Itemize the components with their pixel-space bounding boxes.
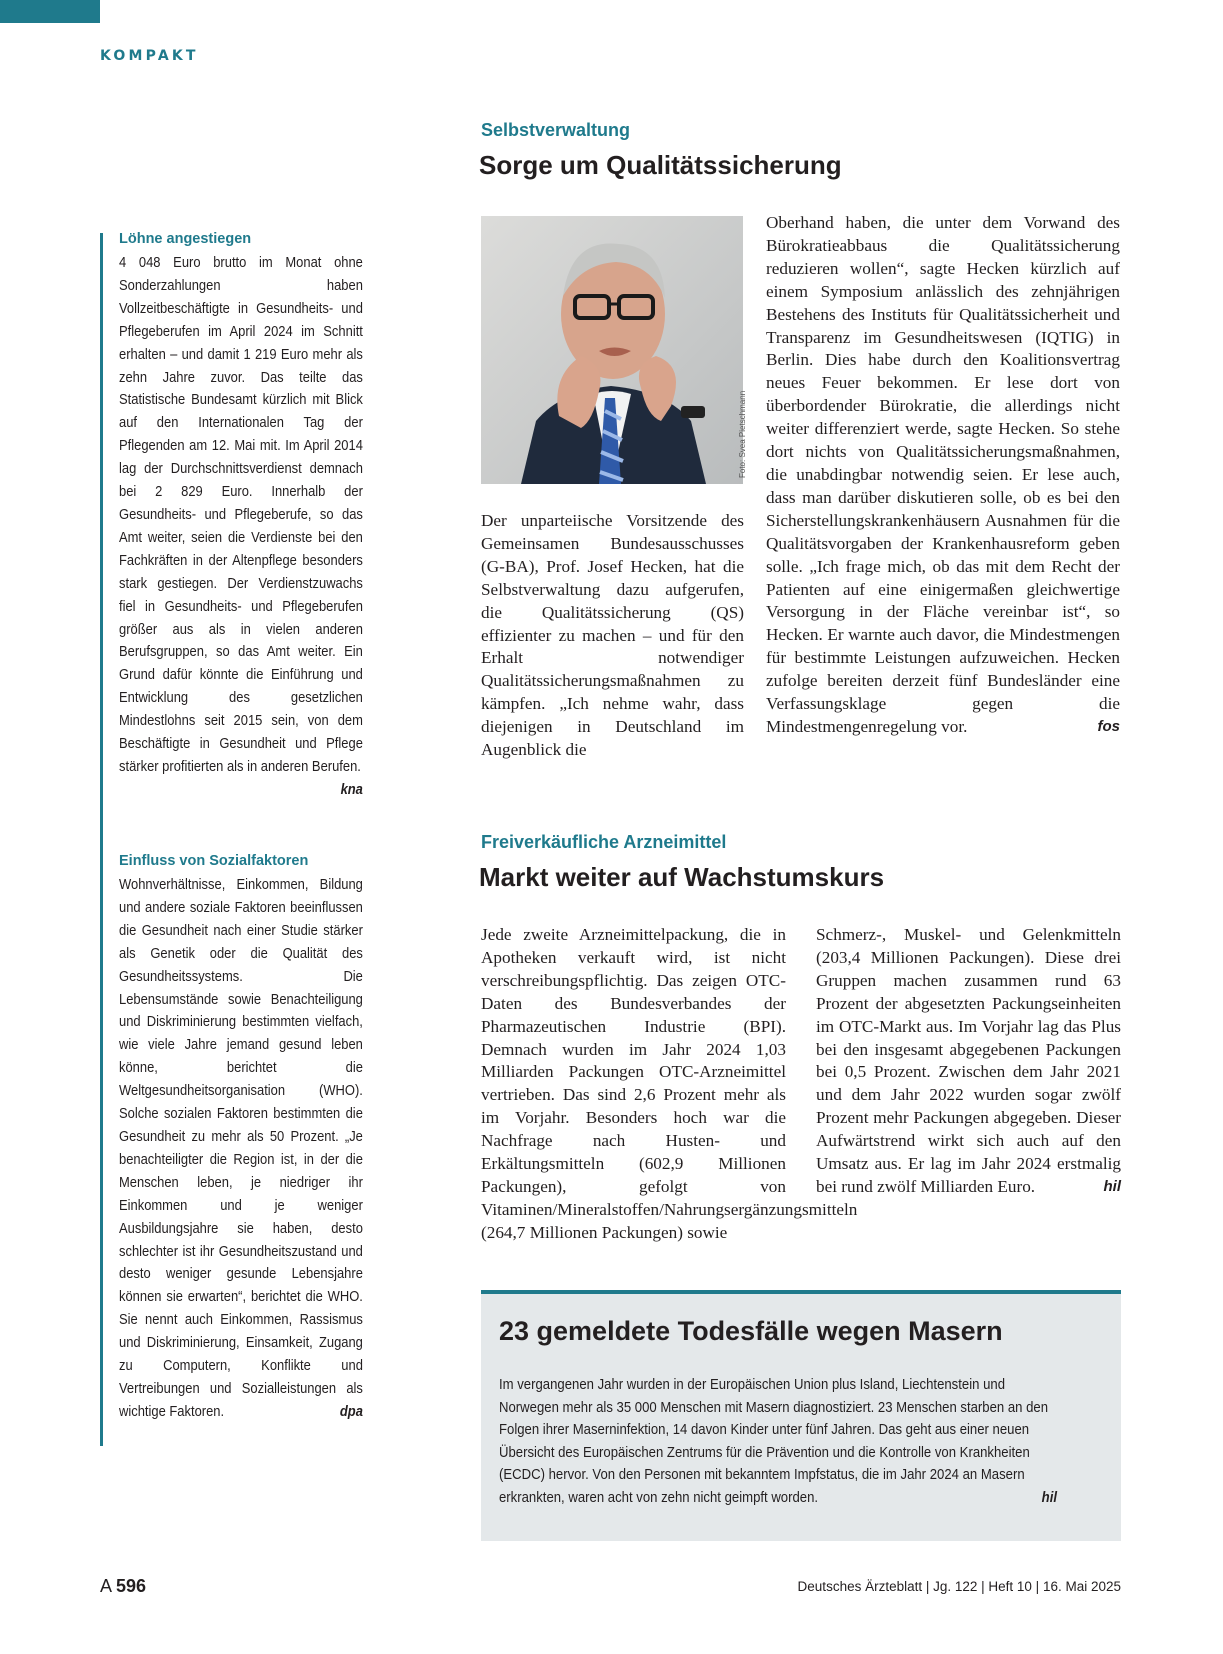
author-signature: hil [1041, 1489, 1057, 1506]
author-signature: hil [1103, 1177, 1121, 1195]
sidebar-text-body: Wohnverhältnisse, Einkommen, Bildung und andere soziale Faktoren beeinflussen die Gesundheit nach einer Studie stärker als Genetik oder die Qualität des Gesundheitssystems. Die Lebensumstände sowie Benachteiligung und Diskriminierung bestimmten vielfach, wie viele Jahre jemand gesund leben könne, berichtet die Weltgesundheitsorganisation (WHO). Solche sozialen Faktoren bestimmten die Gesundheit zu mehr als 50 Prozent. „Je benachteiligter die Region ist, in der die Menschen leben, je niedriger ihr Einkommen und je weniger Ausbildungsjahre sie haben, desto schlechter ist ihr Gesundheitszustand und desto weniger gesunde Lebensjahre können sie erwarten“, berichtet die WHO. Sie nennt auch Einkommen, Rassismus und Diskriminierung, Einsamkeit, Zugang zu Computern, Konflikte und Vertreibungen und Sozialleistungen als wichtige Faktoren. [119, 877, 363, 1420]
article-column: Jede zweite Arzneimittelpackung, die in Apotheken verkauft wird, ist nicht verschreibungspflichtig. Das zeigen OTC-Daten des Bundesverbandes der Pharmazeutischen Industrie (BPI). Demnach wurden im Jahr 2024 1,03 Milliarden Packungen OTC-Arzneimittel vertrieben. Das sind 2,6 Prozent mehr als im Vorjahr. Besonders hoch war die Nachfrage nach Husten- und Erkältungsmitteln (602,9 Millionen Packungen), gefolgt von Vitaminen/Mineralstoffen/Nahrungsergänzungsmitteln (264,7 Millionen Packungen) sowie [481, 925, 858, 1242]
page-number [100, 1576, 146, 1597]
article-column-text: Oberhand haben, die unter dem Vorwand des Bürokratieabbaus die Qualitätssicherung reduzieren wollen“, sagte Hecken kürzlich auf einem Symposium anlässlich des zehnjährigen Bestehens des Instituts für Qualitätssicherheit und Transparenz im Gesundheitswesen (IQTIG) in Berlin. Dies habe durch den Koalitionsvertrag neues Feuer bekommen. Er lese dort von überbordender Bürokratie, die allerdings nicht weiter differenziert werde, sagte Hecken. So stehe dort nichts von Qualitätssicherungsmaßnahmen, die unabdingbar notwendig seien. Er lese auch, dass man darüber diskutieren solle, ob es bei den Sicherstellungskrankenhäusern Ausnahmen für die Qualitätsvorgaben der Krankenhausreform geben solle. „Ich frage mich, ob das mit dem Recht der Patienten auf eine einigermaßen gleichwertige Versorgung in der Fläche vereinbar ist“, so Hecken. Er warnte auch davor, die Mindestmengen für bestimmte Leistungen aufzuweichen. Hecken zufolge bereiten derzeit fünf Bundesländer eine Verfassungsklage gegen die Mindestmengenregelung vor. [766, 213, 1120, 736]
photo-credit: Foto: Svea Pietschmann [738, 390, 747, 478]
sidebar-heading: Löhne angestiegen [119, 231, 252, 247]
sidebar-item-wages [119, 229, 363, 802]
article-column-text: Schmerz-, Muskel- und Gelenkmitteln (203,4 Millionen Packungen). Diese drei Gruppen machen zusammen rund 63 Prozent der abgesetzten Packungseinheiten im OTC-Markt aus. Im Vorjahr lag das Plus bei den insgesamt abgegebenen Packungen bei 0,5 Prozent. Zwischen dem Jahr 2021 und dem Jahr 2022 wurden sogar zwölf Prozent mehr Packungen abgegeben. Dieser Aufwärtstrend wirkt sich auch auf den Umsatz aus. Er lag im Jahr 2024 erstmalig bei rund zwölf Milliarden Euro. [816, 925, 1121, 1196]
corner-accent-bar [0, 0, 100, 23]
page-number-value: 596 [116, 1576, 147, 1596]
portrait-photo [481, 216, 743, 484]
sidebar-text [119, 252, 363, 798]
article-headline: Markt weiter auf Wachstumskurs [479, 862, 885, 892]
sidebar-text [119, 874, 363, 1424]
sidebar-heading: Einfluss von Sozialfaktoren [119, 853, 309, 869]
author-signature: dpa [339, 1403, 363, 1420]
article-column [766, 212, 1120, 739]
sidebar [100, 233, 365, 1446]
sidebar-text-body: 4 048 Euro brutto im Monat ohne Sonderzahlungen haben Vollzeitbeschäftigte in Gesundheits- und Pflegeberufen im April 2024 im Schnitt erhalten – und damit 1 219 Euro mehr als zehn Jahre zuvor. Das teilte das Statistische Bundesamt kürzlich mit Blick auf den Internationalen Tag der Pflegenden am 12. Mai mit. Im April 2014 lag der Durchschnittsverdienst demnach bei 2 829 Euro. Innerhalb der Gesundheits- und Pflegeberufe, so das Amt weiter, seien die Verdienste bei den Fachkräften in der Altenpflege besonders stark gestiegen. Der Verdienstzuwachs fiel in Gesundheits- und Pflegeberufen größer aus als in vielen anderen Berufsgruppen, so das Amt weiter. Ein Grund dafür könnte die Einführung und Entwicklung des gesetzlichen Mindestlohns seit 2015 sein, von dem Beschäftigte in Gesundheit und Pflege stärker profitierten als in anderen Berufen. [119, 255, 363, 775]
author-signature: fos [1097, 717, 1120, 735]
info-box-text [499, 1374, 1057, 1509]
publication-info: Deutsches Ärzteblatt | Jg. 122 | Heft 10 | 16. Mai 2025 [797, 1579, 1121, 1594]
info-box [481, 1290, 1121, 1541]
article-column [816, 924, 1121, 1199]
article-kicker: Freiverkäufliche Arzneimittel [481, 832, 727, 852]
page-prefix: A [100, 1576, 112, 1596]
section-label: KOMPAKT [100, 48, 199, 64]
info-box-body: Im vergangenen Jahr wurden in der Europäischen Union plus Island, Liechtenstein und Norwegen mehr als 35 000 Menschen mit Masern diagnostiziert. 23 Menschen starben an den Folgen ihrer Maserninfektion, 14 davon Kinder unter fünf Jahren. Das geht aus einer neuen Übersicht des Europäischen Zentrums für die Prävention und die Kontrolle von Krankheiten (ECDC) hervor. Von den Personen mit bekanntem Impfstatus, die im Jahr 2024 an Masern erkrankten, waren acht von zehn nicht geimpft worden. [499, 1377, 1049, 1506]
article-column: Der unparteiische Vorsitzende des Gemeinsamen Bundesausschusses (G-BA), Prof. Josef Hecken, hat die Selbstverwaltung dazu aufgerufen, die Qualitätssicherung (QS) effizienter zu machen – und für den Erhalt notwendiger Qualitätssicherungsmaßnahmen zu kämpfen. „Ich nehme wahr, dass diejenigen in Deutschland im Augenblick die [481, 511, 744, 760]
info-box-title: 23 gemeldete Todesfälle wegen Masern [499, 1316, 1003, 1346]
author-signature: kna [340, 781, 363, 798]
article-headline: Sorge um Qualitätssicherung [479, 150, 842, 180]
article-kicker: Selbstverwaltung [481, 120, 631, 140]
sidebar-item-social-factors [119, 851, 363, 1424]
